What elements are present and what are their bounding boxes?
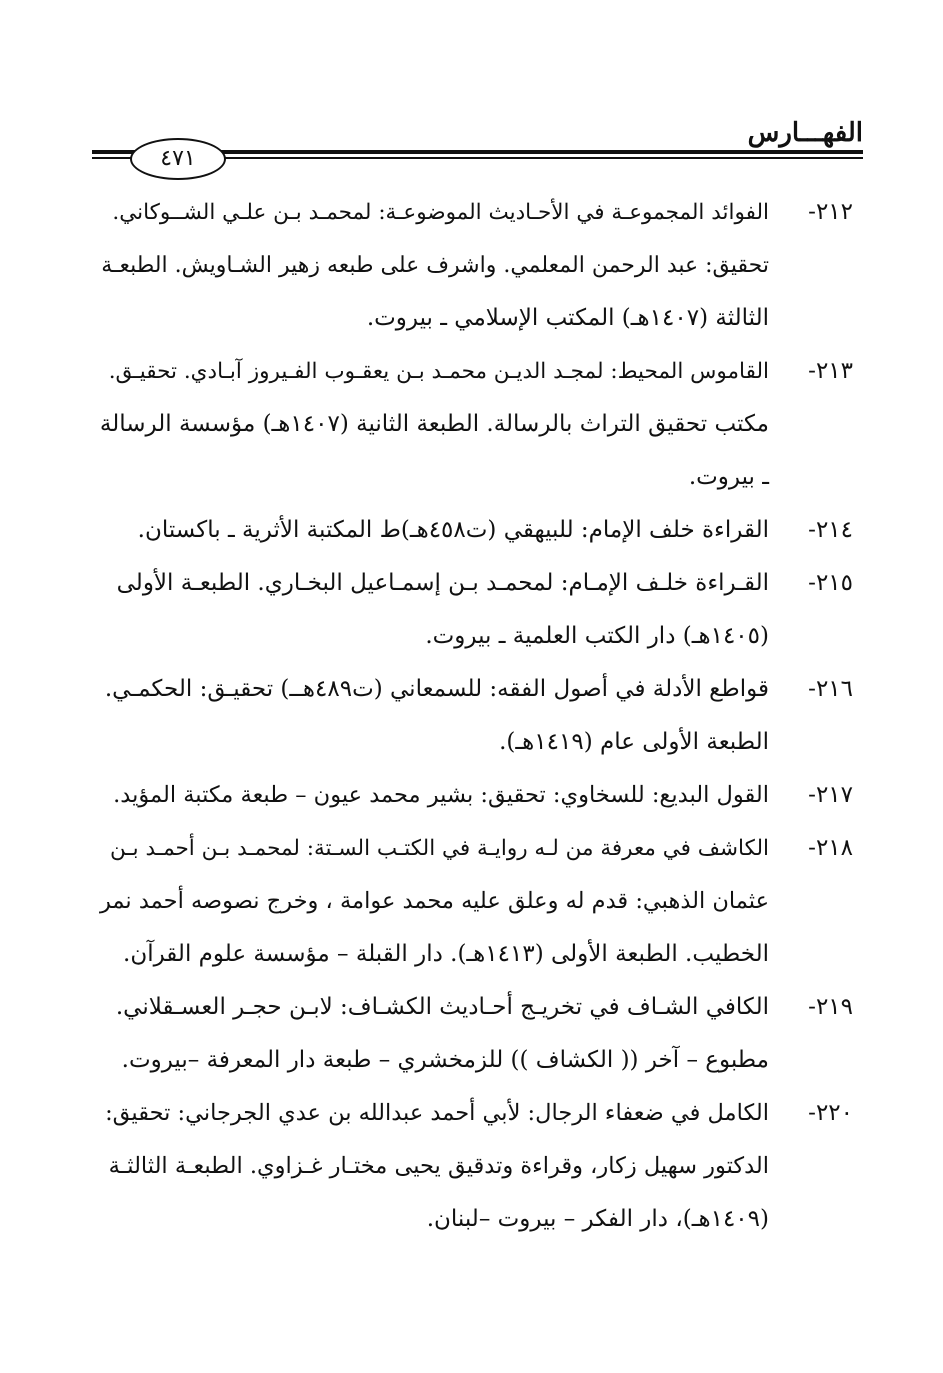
entry-text-line: الثالثة (١٤٠٧هـ) المكتب الإسلامي ـ بيروت. bbox=[366, 305, 769, 331]
entry-text-line: الخطيب. الطبعة الأولى (١٤١٣هـ). دار القبلة – مؤسسة علوم القرآن. bbox=[123, 941, 769, 967]
bibliography-entry bbox=[100, 663, 853, 769]
entry-text-line: تحقيق: عبد الرحمن المعلمي. واشرف على طبعه زهير الشـاويش. الطبعـة bbox=[101, 253, 769, 278]
bibliography-entry bbox=[100, 345, 853, 504]
bibliography-entry bbox=[100, 769, 853, 822]
bibliography-entry bbox=[100, 981, 853, 1087]
entry-number: ٢١٢- bbox=[808, 199, 853, 225]
entry-text-line: الكافي الشـاف في تخريـج أحـاديث الكشـاف: لابـن حجـر العسـقلاني. bbox=[115, 994, 769, 1020]
entry-text-line: القاموس المحيط: لمجـد الديـن محمـد بـن يعقـوب الفـيروز آبـادي. تحقيـق. bbox=[108, 359, 769, 384]
bibliography-entry bbox=[100, 557, 853, 663]
entry-text-line: عثمان الذهبي: قدم له وعلق عليه محمد عوامة ، وخرج نصوصه أحمد نمر bbox=[100, 888, 769, 914]
entry-text-line: ـ بيروت. bbox=[688, 464, 769, 490]
entry-text-line: مكتب تحقيق التراث بالرسالة. الطبعة الثانية (١٤٠٧هـ) مؤسسة الرسالة bbox=[99, 411, 769, 437]
entry-text-line: مطبوع – آخر (( الكشاف )) للزمخشري – طبعة دار المعرفة –بيروت. bbox=[121, 1047, 769, 1073]
entry-number: ٢١٦- bbox=[808, 676, 853, 702]
entry-text-line: الكاشف في معرفة من لـه روايـة في الكتـب السـتة: لمحمـد بـن أحمـد بـن bbox=[110, 836, 769, 861]
entry-text-line: (١٤٠٥هـ) دار الكتب العلمية ـ بيروت. bbox=[425, 623, 769, 649]
entry-text-line: القـراءة خلـف الإمـام: لمحمـد بـن إسمـاعيل البخـاري. الطبعـة الأولى bbox=[116, 570, 769, 596]
entry-text-line: القراءة خلف الإمام: للبيهقي (ت٤٥٨هـ)ط المكتبة الأثرية ـ باكستان. bbox=[137, 517, 769, 543]
bibliography-entry bbox=[100, 822, 853, 981]
entry-text-line: قواطع الأدلة في أصول الفقه: للسمعاني (ت٤٨٩هــ) تحقيـق: الحكمـي. bbox=[104, 676, 769, 702]
entry-number: ٢١٣- bbox=[808, 358, 853, 384]
bibliography-entry bbox=[100, 186, 853, 345]
entry-number: ٢١٧- bbox=[808, 782, 853, 808]
bibliography-entry bbox=[100, 504, 853, 557]
entry-number: ٢١٤- bbox=[808, 517, 853, 543]
entry-text-line: القول البديع: للسخاوي: تحقيق: بشير محمد عيون – طبعة مكتبة المؤيد. bbox=[113, 782, 769, 808]
entry-text-line: (١٤٠٩هـ)، دار الفكر – بيروت –لبنان. bbox=[426, 1206, 769, 1232]
bibliography-list bbox=[100, 186, 853, 1246]
bibliography-entry bbox=[100, 1087, 853, 1246]
entry-text-line: الدكتور سهيل زكار، وقراءة وتدقيق يحيى مختـار غـزاوي. الطبعـة الثالثـة bbox=[108, 1153, 769, 1179]
entry-number: ٢١٥- bbox=[808, 570, 853, 596]
page-number: ٤٧١ bbox=[130, 138, 226, 180]
entry-text-line: الفوائد المجموعـة في الأحـاديث الموضوعـة: لمحمـد بـن علـي الشــوكاني. bbox=[112, 200, 769, 225]
entry-number: ٢٢٠- bbox=[808, 1100, 853, 1126]
entry-text-line: الكامل في ضعفاء الرجال: لأبي أحمد عبدالله بن عدي الجرجاني: تحقيق: bbox=[105, 1100, 769, 1126]
entry-text-line: الطبعة الأولى عام (١٤١٩هـ). bbox=[499, 729, 769, 755]
entry-number: ٢١٨- bbox=[808, 835, 853, 861]
entry-number: ٢١٩- bbox=[808, 994, 853, 1020]
running-header-title: الفهـــارس bbox=[747, 118, 863, 148]
